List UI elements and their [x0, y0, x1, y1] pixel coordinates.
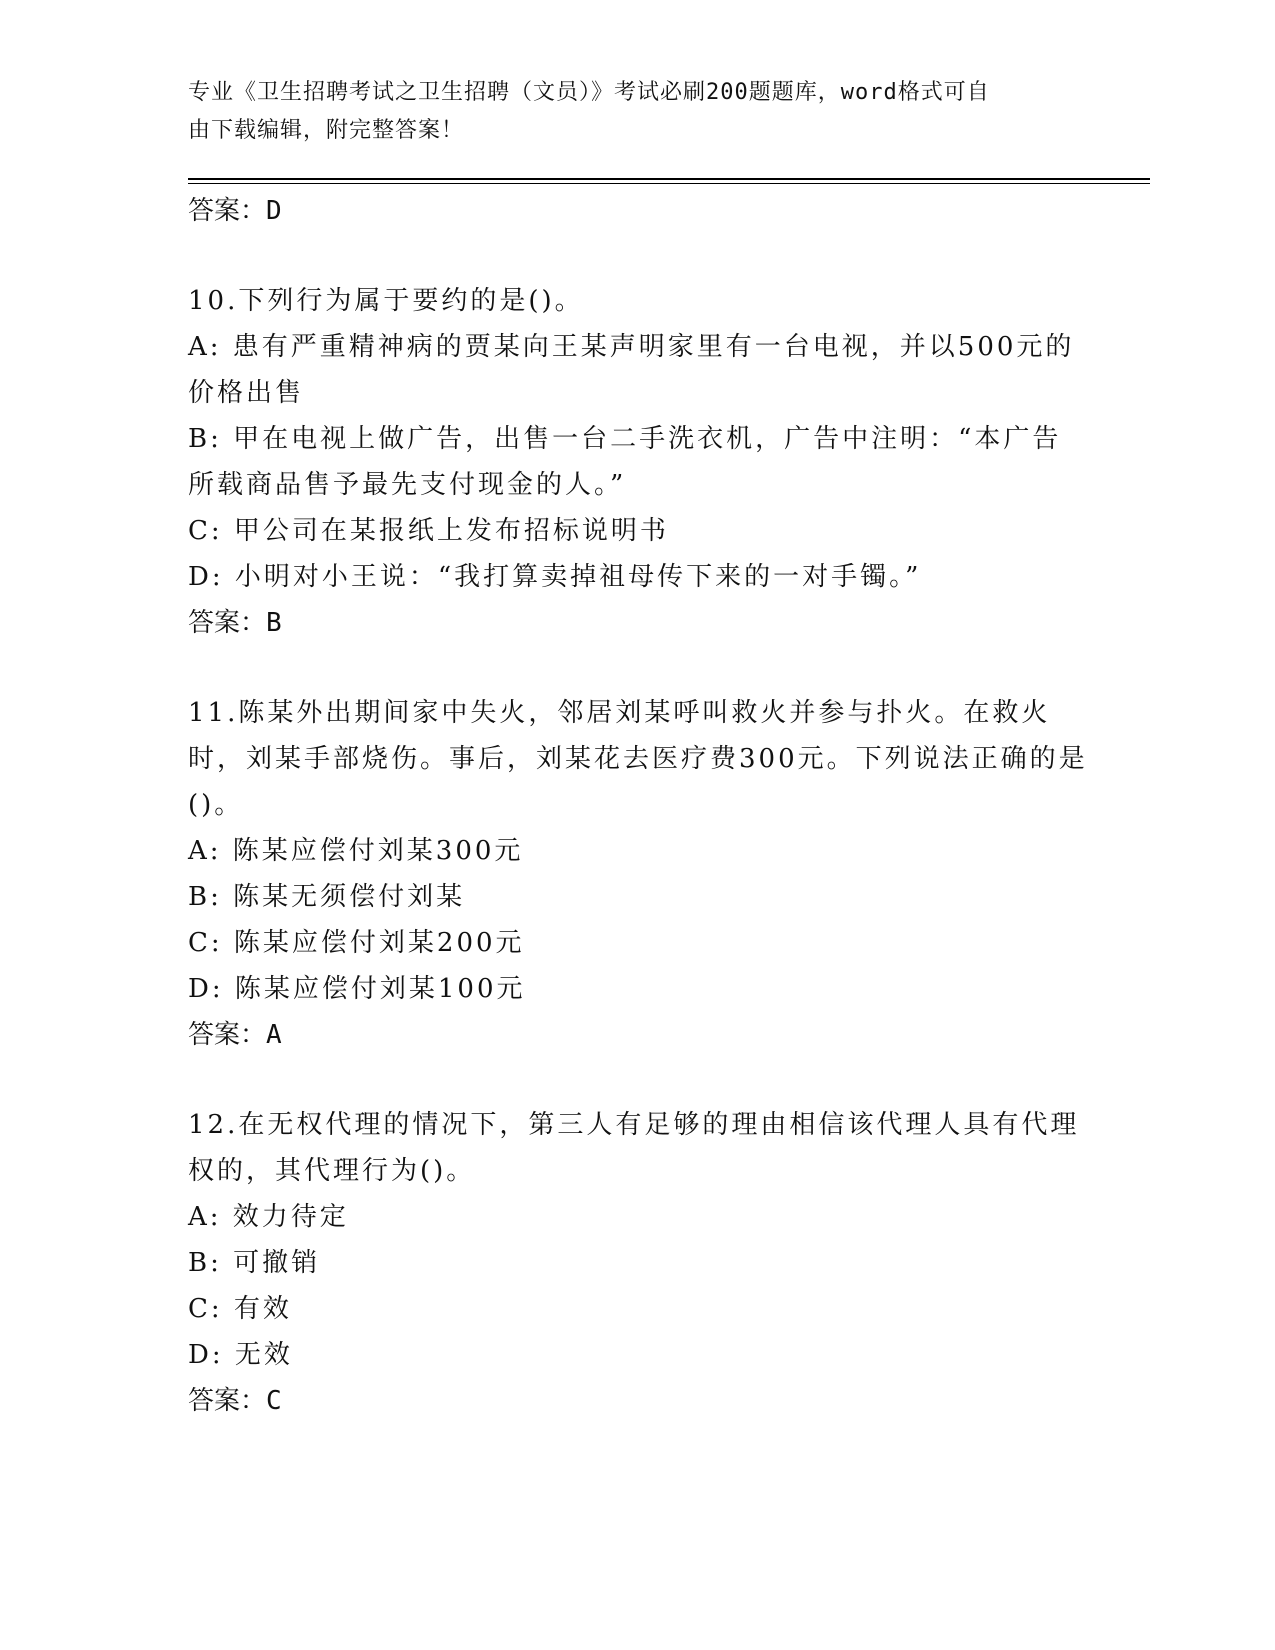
option-a: A: 患有严重精神病的贾某向王某声明家里有一台电视，并以500元的价格出售: [188, 332, 1075, 408]
option-c: C: 陈某应偿付刘某200元: [188, 928, 525, 958]
option-d: D: 无效: [188, 1340, 293, 1370]
header-line-1: 专业《卫生招聘考试之卫生招聘（文员）》考试必刷200题题库，word格式可自: [188, 80, 990, 105]
option-b: B: 甲在电视上做广告，出售一台二手洗衣机，广告中注明：“本广告所载商品售予最先支付现金的人。”: [188, 424, 1062, 500]
option-a: A: 效力待定: [188, 1202, 349, 1232]
option-c: C: 甲公司在某报纸上发布招标说明书: [188, 516, 669, 546]
header-rule-thick: [188, 178, 1150, 180]
question-list: [188, 188, 1088, 1424]
header-rule-thin: [188, 183, 1150, 184]
question-10: [188, 278, 1088, 646]
option-d: D: 小明对小王说：“我打算卖掉祖母传下来的一对手镯。”: [188, 562, 922, 592]
option-b: B: 可撤销: [188, 1248, 321, 1278]
question-11: [188, 690, 1088, 1058]
option-a: A: 陈某应偿付刘某300元: [188, 836, 524, 866]
answer-line: 答案：D: [188, 196, 282, 226]
question-12: [188, 1102, 1088, 1424]
header-line-2: 由下载编辑，附完整答案！: [188, 118, 465, 143]
option-b: B: 陈某无须偿付刘某: [188, 882, 466, 912]
option-d: D: 陈某应偿付刘某100元: [188, 974, 526, 1004]
question-stem: 10.下列行为属于要约的是()。: [188, 286, 584, 316]
option-c: C: 有效: [188, 1294, 292, 1324]
question-stem: 12.在无权代理的情况下，第三人有足够的理由相信该代理人具有代理权的，其代理行为()。: [188, 1110, 1080, 1186]
question-stem: 11.陈某外出期间家中失火，邻居刘某呼叫救火并参与扑火。在救火时，刘某手部烧伤。事后，刘某花去医疗费300元。下列说法正确的是()。: [188, 698, 1088, 820]
page-header: [188, 74, 1088, 150]
answer-line: 答案：B: [188, 608, 282, 638]
answer-line: 答案：C: [188, 1386, 282, 1416]
answer-line: 答案：A: [188, 1020, 282, 1050]
